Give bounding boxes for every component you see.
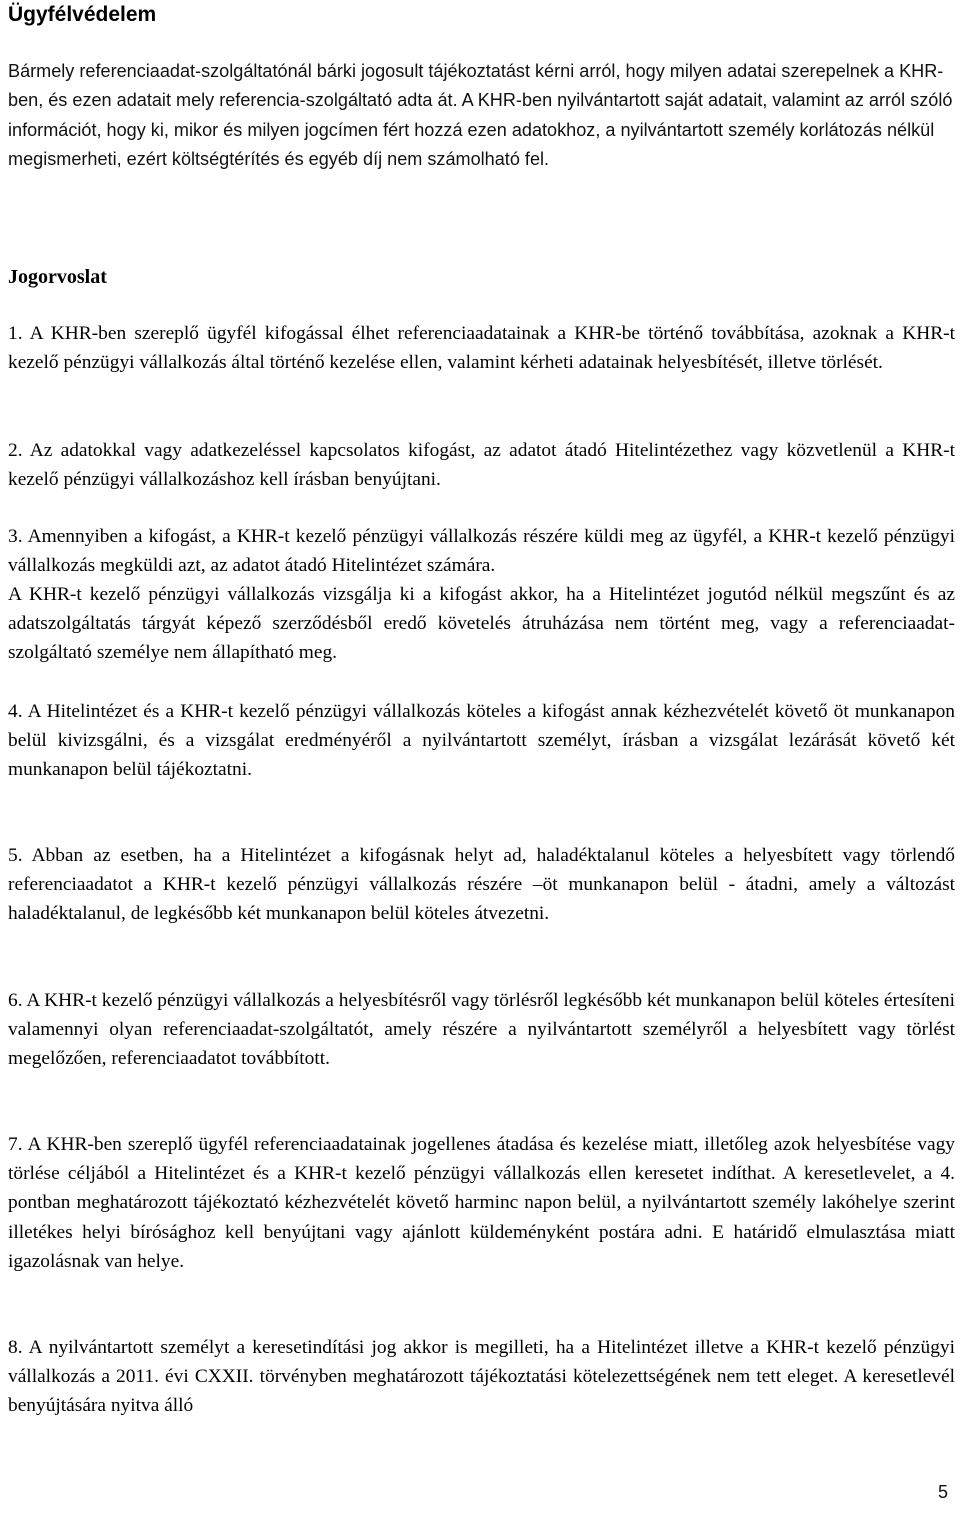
section-heading: Ügyfélvédelem	[8, 3, 157, 26]
paragraph-4: 4. A Hitelintézet és a KHR-t kezelő pénzügyi vállalkozás köteles a kifogást annak kézhezvételét követő öt munkanapon belül kivizsgálni, és a vizsgálat eredményéről a nyilvántartott személyt, írásban a vizsgálat lezárását követő két munkanapon belül tájékoztatni.	[8, 701, 955, 781]
paragraph-3: 3. Amennyiben a kifogást, a KHR-t kezelő pénzügyi vállalkozás részére küldi meg az ügyfél, a KHR-t kezelő pénzügyi vállalkozás megküldi azt, az adatot átadó Hitelintézet számára.	[8, 526, 955, 577]
paragraph-6: 6. A KHR-t kezelő pénzügyi vállalkozás a helyesbítésről vagy törlésről legkésőbb két munkanapon belül köteles értesíteni valamennyi olyan referenciaadat-szolgáltatót, amely részére a nyilvántartott személyről a helyesbített vagy törlést megelőzően, referenciaadatot továbbított.	[8, 990, 955, 1070]
paragraph-3-continued: A KHR-t kezelő pénzügyi vállalkozás vizsgálja ki a kifogást akkor, ha a Hitelintézet jogutód nélkül megszűnt és az adatszolgáltatás tárgyát képező szerződésből eredő követelés átruházása nem történt meg, vagy a referenciaadat-szolgáltató személye nem állapítható meg.	[8, 584, 955, 664]
paragraph-8: 8. A nyilvántartott személyt a keresetindítási jog akkor is megilleti, ha a Hitelintézet illetve a KHR-t kezelő pénzügyi vállalkozás a 2011. évi CXXII. törvényben meghatározott tájékoztatási kötelezettségének nem tett eleget. A keresetlevél benyújtására nyitva álló	[8, 1337, 955, 1417]
paragraph-1: 1. A KHR-ben szereplő ügyfél kifogással élhet referenciaadatainak a KHR-be történő továbbítása, azoknak a KHR-t kezelő pénzügyi vállalkozás által történő kezelése ellen, valamint kérheti adatainak helyesbítését, illetve törlését.	[8, 323, 955, 374]
paragraph-7: 7. A KHR-ben szereplő ügyfél referenciaadatainak jogellenes átadása és kezelése miatt, illetőleg azok helyesbítése vagy törlése céljából a Hitelintézet és a KHR-t kezelő pénzügyi vállalkozás ellen keresetet indíthat. A keresetlevelet, a 4. pontban meghatározott tájékoztató kézhezvételét követő harminc napon belül, a nyilvántartott személy lakóhelye szerint illetékes helyi bírósághoz kell benyújtani vagy ajánlott küldeményként postára adni. E határidő elmulasztása miatt igazolásnak van helye.	[8, 1134, 955, 1272]
paragraph-5: 5. Abban az esetben, ha a Hitelintézet a kifogásnak helyt ad, haladéktalanul köteles a helyesbített vagy törlendő referenciaadatot a KHR-t kezelő pénzügyi vállalkozás részére –öt munkanapon belül - átadni, amely a változást haladéktalanul, de legkésőbb két munkanapon belül köteles átvezetni.	[8, 845, 955, 925]
page-number: 5	[938, 1482, 949, 1502]
intro-paragraph: Bármely referenciaadat-szolgáltatónál bárki jogosult tájékoztatást kérni arról, hogy milyen adatai szerepelnek a KHR-ben, és ezen adatait mely referencia-szolgáltató adta át. A KHR-ben nyilvántartott saját adatait, valamint az arról szóló információt, hogy ki, mikor és milyen jogcímen fért hozzá ezen adatokhoz, a nyilvántartott személy korlátozás nélkül megismerheti, ezért költségtérítés és egyéb díj nem számolható fel.	[8, 61, 953, 169]
subsection-heading: Jogorvoslat	[8, 266, 107, 288]
paragraph-2: 2. Az adatokkal vagy adatkezeléssel kapcsolatos kifogást, az adatot átadó Hitelintézethez vagy közvetlenül a KHR-t kezelő pénzügyi vállalkozáshoz kell írásban benyújtani.	[8, 440, 955, 491]
